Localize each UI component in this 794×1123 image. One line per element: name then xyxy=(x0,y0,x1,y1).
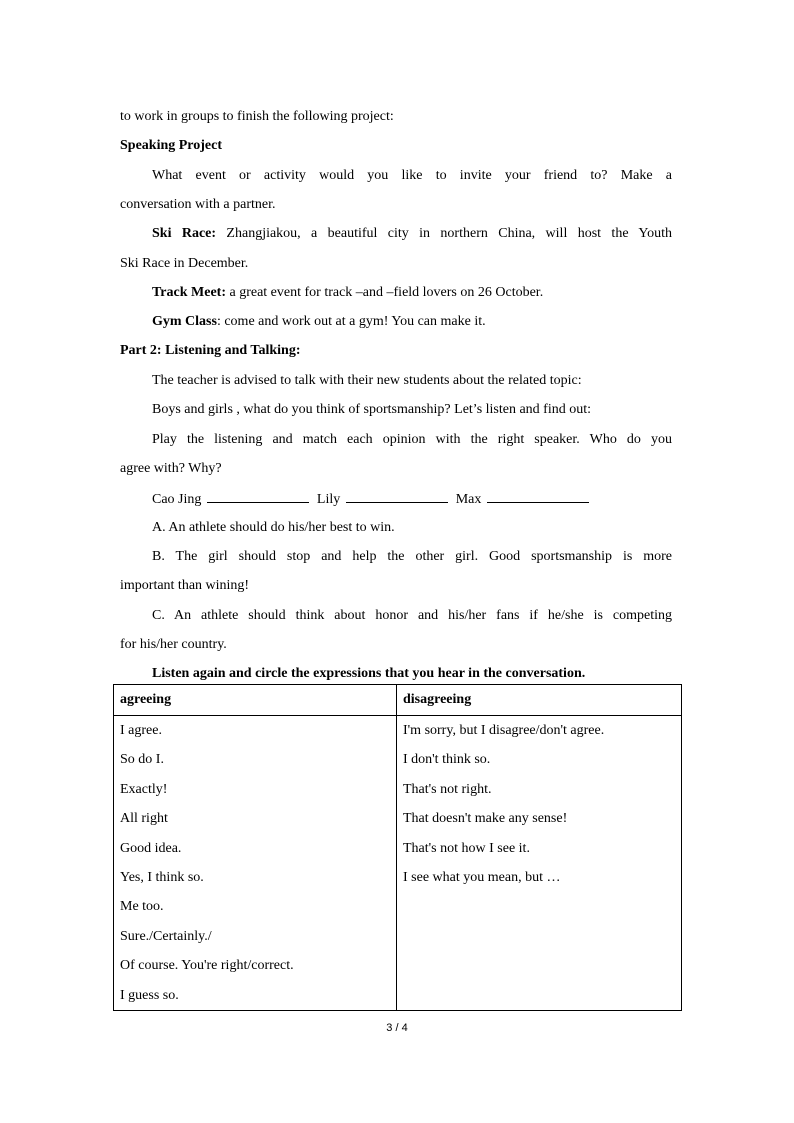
list-item: I don't think so. xyxy=(403,752,491,768)
agreeing-column xyxy=(114,716,397,1011)
list-item: So do I. xyxy=(120,752,164,768)
answer-blank-max[interactable] xyxy=(487,488,589,503)
option-c-line-1: C. An athlete should think about honor and his/her fans if he/she is competing xyxy=(152,608,672,623)
speaker-name-cao-jing: Cao Jing xyxy=(152,492,202,507)
intro-line: to work in groups to finish the following project: xyxy=(120,109,394,124)
gym-class-label: Gym Class xyxy=(152,314,217,329)
list-item: I see what you mean, but … xyxy=(403,869,561,885)
list-item: Of course. You're right/correct. xyxy=(120,958,294,974)
list-item: I guess so. xyxy=(120,987,179,1003)
answer-blank-lily[interactable] xyxy=(346,488,448,503)
list-item: Good idea. xyxy=(120,840,182,856)
disagreeing-header: disagreeing xyxy=(397,685,682,716)
list-item: Me too. xyxy=(120,899,164,915)
play-listening-line-1: Play the listening and match each opinion with the right speaker. Who do you xyxy=(152,432,672,447)
speaker-match-line xyxy=(152,488,672,508)
speaker-name-lily: Lily xyxy=(316,492,341,507)
option-b-line-2: important than wining! xyxy=(120,578,250,593)
speaking-question-line-2: conversation with a partner. xyxy=(120,197,276,212)
option-c-line-2: for his/her country. xyxy=(120,637,227,652)
gym-class-line xyxy=(152,312,672,332)
track-meet-line xyxy=(152,283,672,303)
option-b-line-1: B. The girl should stop and help the other girl. Good sportsmanship is more xyxy=(152,549,672,564)
expressions-table xyxy=(113,684,682,1011)
speaker-name-max: Max xyxy=(455,492,482,507)
page-number: 3 / 4 xyxy=(386,1022,408,1034)
boys-girls-line: Boys and girls , what do you think of sportsmanship? Let’s listen and find out: xyxy=(152,402,592,417)
list-item: Exactly! xyxy=(120,781,168,797)
list-item: That's not how I see it. xyxy=(403,840,530,856)
teacher-line: The teacher is advised to talk with their new students about the related topic: xyxy=(152,373,582,388)
option-a-line: A. An athlete should do his/her best to win. xyxy=(152,520,395,535)
list-item: Yes, I think so. xyxy=(120,869,204,885)
agreeing-header: agreeing xyxy=(114,685,397,716)
table-header-row xyxy=(114,685,682,716)
track-meet-text: a great event for track –and –field lovers on 26 October. xyxy=(225,285,544,300)
table-body-row xyxy=(114,716,682,1011)
speaking-question-line-1: What event or activity would you like to invite your friend to? Make a xyxy=(152,168,672,183)
speaking-project-heading: Speaking Project xyxy=(120,138,223,153)
list-item: I agree. xyxy=(120,723,162,738)
ski-race-line-1 xyxy=(152,224,672,244)
part2-heading: Part 2: Listening and Talking: xyxy=(120,343,301,358)
listen-again-instruction: Listen again and circle the expressions that you hear in the conversation. xyxy=(152,666,586,681)
list-item: I'm sorry, but I disagree/don't agree. xyxy=(403,723,605,738)
list-item: That's not right. xyxy=(403,781,492,797)
play-listening-line-2: agree with? Why? xyxy=(120,461,222,476)
ski-race-label: Ski Race: xyxy=(152,226,217,241)
gym-class-text: : come and work out at a gym! You can make it. xyxy=(216,314,486,329)
list-item: Sure./Certainly./ xyxy=(120,928,212,944)
ski-race-line-2: Ski Race in December. xyxy=(120,256,249,271)
list-item: All right xyxy=(120,811,168,827)
disagreeing-column xyxy=(397,716,682,1011)
answer-blank-cao-jing[interactable] xyxy=(207,488,309,503)
list-item: That doesn't make any sense! xyxy=(403,811,568,827)
track-meet-label: Track Meet: xyxy=(152,285,226,300)
ski-race-text: Zhangjiakou, a beautiful city in northern China, will host the Youth xyxy=(216,226,672,241)
